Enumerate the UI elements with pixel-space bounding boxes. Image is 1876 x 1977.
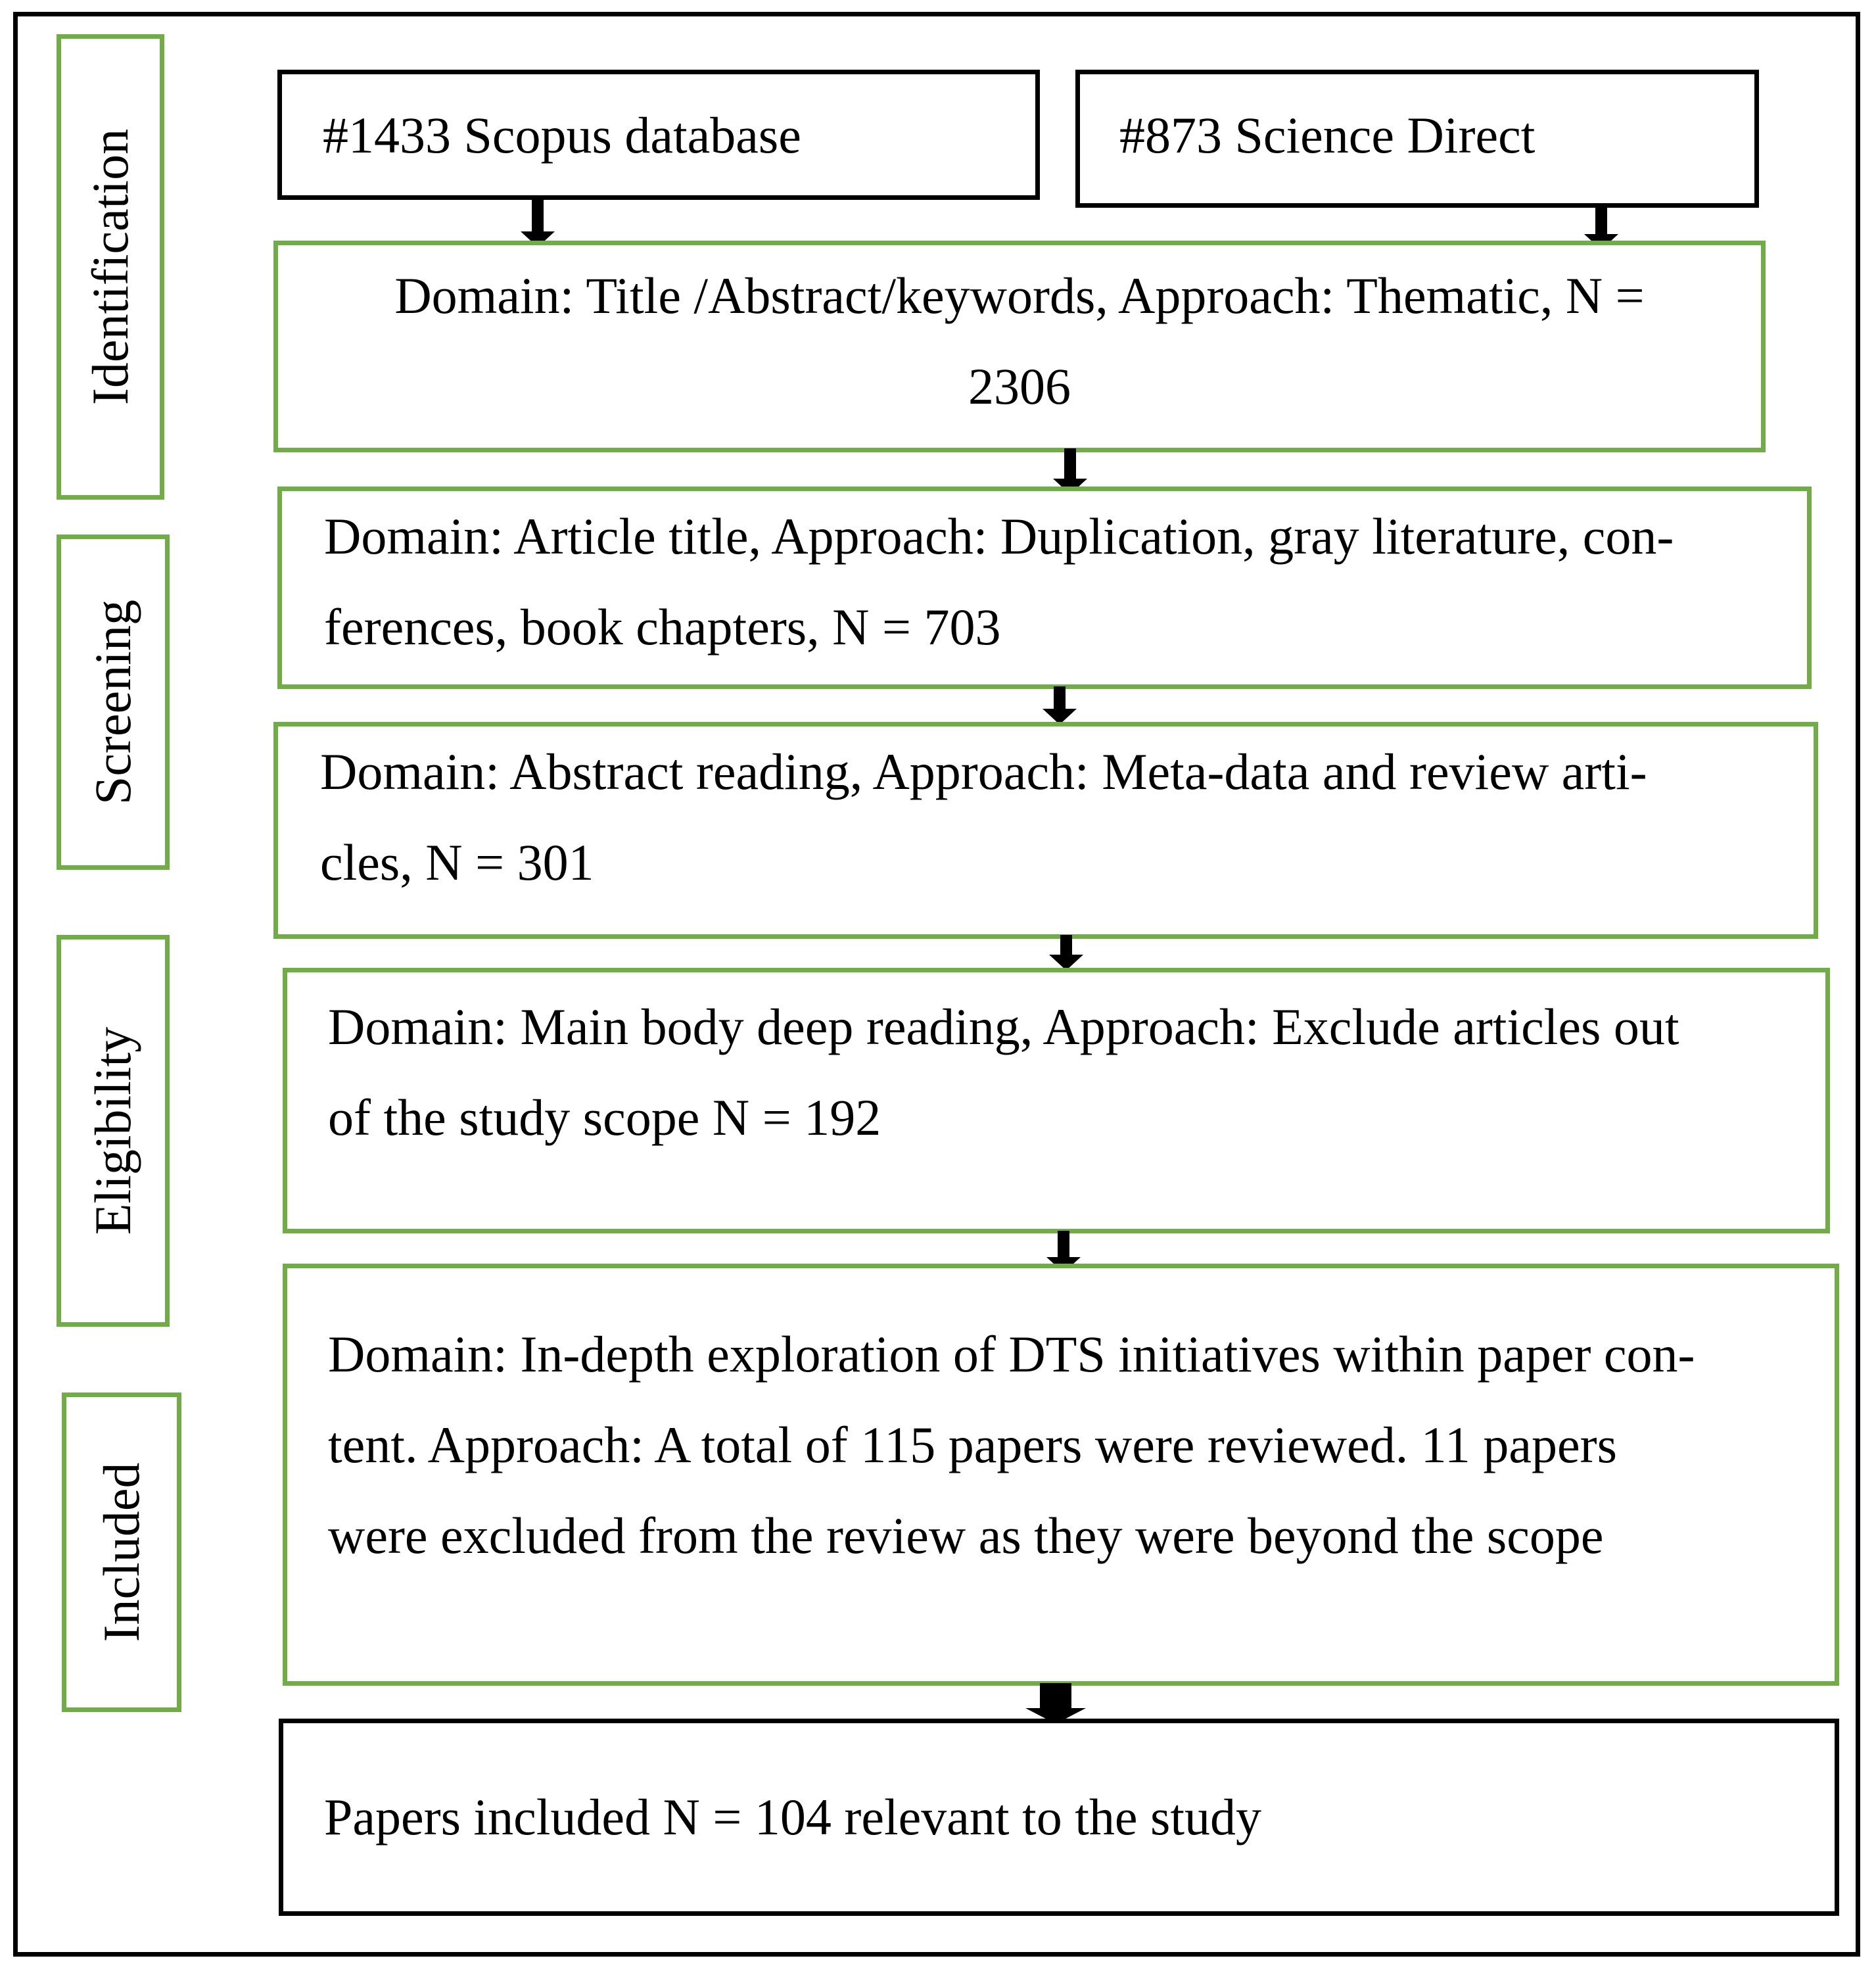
stage-eligibility-label: Eligibility	[84, 1026, 141, 1235]
step1-line1: Domain: Title /Abstract/keywords, Approach: Thematic, N =	[394, 267, 1645, 324]
step3-text	[320, 726, 1647, 908]
step2-text	[324, 491, 1674, 673]
step5-line2: tent. Approach: A total of 115 papers were reviewed. 11 papers	[328, 1416, 1617, 1473]
step4-box	[283, 968, 1830, 1233]
step5-line1: Domain: In-depth exploration of DTS initiatives within paper con-	[328, 1325, 1695, 1383]
source-scopus-box	[277, 70, 1040, 200]
result-box	[279, 1719, 1839, 1916]
step5-box	[283, 1264, 1839, 1686]
stage-included	[62, 1393, 181, 1712]
source-scopus-text: #1433 Scopus database	[323, 107, 801, 164]
step3-line1: Domain: Abstract reading, Approach: Meta-data and review arti-	[320, 743, 1647, 800]
arrow-scopus-down	[518, 196, 557, 247]
step2-line2: ferences, book chapters, N = 703	[324, 598, 1001, 655]
step1-text	[278, 250, 1761, 432]
stage-eligibility	[57, 935, 170, 1327]
arrow-step3-step4	[1046, 935, 1086, 970]
stage-included-label: Included	[93, 1462, 150, 1642]
step4-line2: of the study scope N = 192	[328, 1089, 881, 1146]
step3-box	[273, 722, 1818, 939]
step5-text	[328, 1309, 1695, 1581]
stage-screening-label: Screening	[84, 600, 141, 805]
stage-identification	[57, 34, 164, 500]
step3-line2: cles, N = 301	[320, 834, 594, 891]
step4-line1: Domain: Main body deep reading, Approach: Exclude articles out	[328, 998, 1679, 1055]
arrow-step5-result	[1023, 1683, 1089, 1724]
step1-box	[273, 241, 1766, 452]
step4-text	[328, 982, 1679, 1163]
step2-line1: Domain: Article title, Approach: Duplication, gray literature, con-	[324, 508, 1674, 565]
step1-line2: 2306	[968, 358, 1071, 415]
step2-box	[277, 487, 1812, 689]
stage-screening	[57, 535, 170, 870]
result-text: Papers included N = 104 relevant to the study	[324, 1788, 1262, 1846]
source-science-direct-text: #873 Science Direct	[1119, 107, 1536, 164]
source-science-direct-box	[1075, 70, 1759, 208]
stage-identification-label: Identification	[82, 128, 139, 406]
arrow-step2-step3	[1040, 686, 1079, 725]
step5-line3: were excluded from the review as they were beyond the scope	[328, 1507, 1604, 1564]
